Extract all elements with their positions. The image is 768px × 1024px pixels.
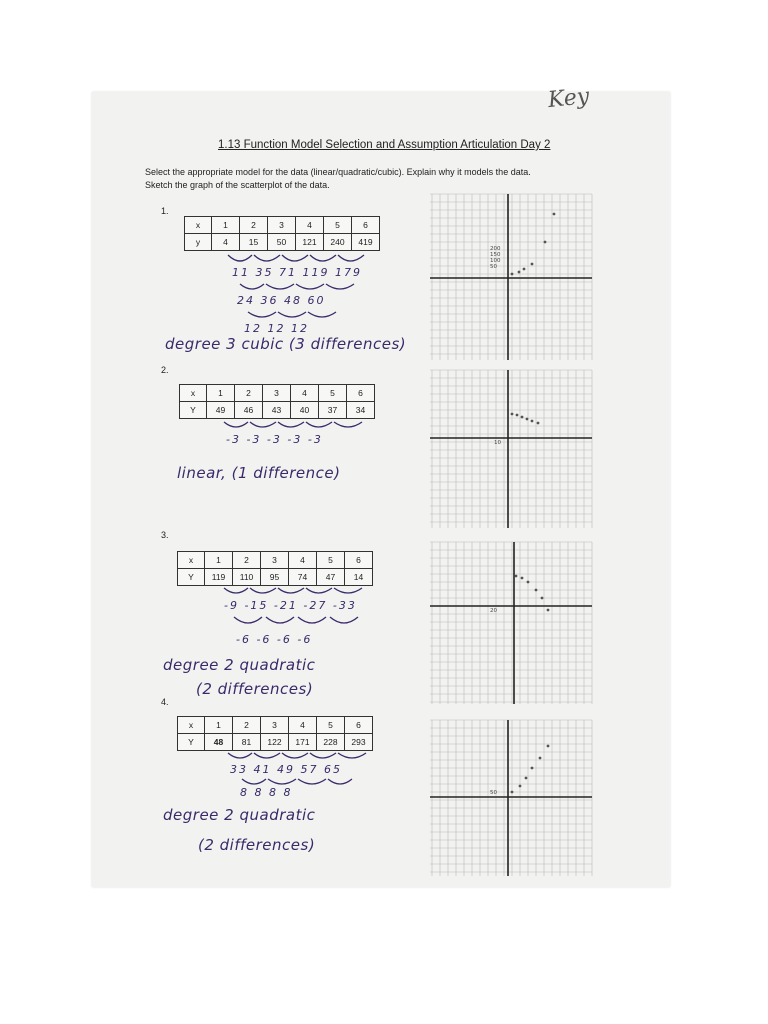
scatter-point [531,420,534,423]
scatter-point [541,597,544,600]
key-handwriting: Key [546,83,591,114]
problem-3-first-differences: -9 -15 -21 -27 -33 [224,599,357,612]
problem-3-graph [428,540,594,706]
scatter-point [521,416,524,419]
y-cell: 171 [289,734,317,751]
scatter-point [521,577,524,580]
problem-4-answer-line-1: degree 2 quadratic [163,806,316,824]
x-cell: 1 [205,552,233,569]
y-cell: 240 [324,234,352,251]
problem-2-number: 2. [161,365,169,375]
scatter-point [547,609,550,612]
graph-scale-label: 150 [490,252,501,258]
problem-1-number: 1. [161,206,169,216]
problem-2-graph [428,368,594,530]
problem-3-table [177,551,373,586]
x-cell: 3 [268,217,296,234]
x-cell: 4 [289,717,317,734]
y-cell: 119 [205,569,233,586]
scatter-point [547,745,550,748]
x-label: x [178,717,205,734]
problem-4-number: 4. [161,697,169,707]
graph-scale-label: 20 [490,608,497,614]
scatter-point [511,273,514,276]
x-cell: 4 [296,217,324,234]
x-cell: 5 [317,717,345,734]
problem-2-table [179,384,375,419]
scatter-point [525,777,528,780]
problem-4-graph [428,718,594,878]
scatter-point [511,791,514,794]
problem-1-first-differences: 11 35 71 119 179 [232,266,362,279]
table-row-y [178,569,373,586]
y-cell: 40 [291,402,319,419]
y-label: Y [180,402,207,419]
x-cell: 2 [233,717,261,734]
problem-1-graph [428,192,594,362]
y-cell: 47 [317,569,345,586]
y-cell: 43 [263,402,291,419]
scatter-point [531,263,534,266]
y-cell: 74 [289,569,317,586]
problem-1-third-differences: 12 12 12 [244,322,309,335]
y-label: Y [178,734,205,751]
y-cell: 34 [347,402,375,419]
problem-2-first-differences: -3 -3 -3 -3 -3 [226,433,323,446]
x-cell: 1 [205,717,233,734]
table-row-x [178,552,373,569]
x-cell: 2 [233,552,261,569]
x-label: x [185,217,212,234]
y-cell: 121 [296,234,324,251]
table-row-y [178,734,373,751]
problem-1-answer: degree 3 cubic (3 differences) [165,335,407,353]
problem-4-second-differences: 8 8 8 8 [240,786,293,799]
y-cell: 228 [317,734,345,751]
y-cell: 419 [352,234,380,251]
graph-scale-label: 200 [490,246,501,252]
y-label: y [185,234,212,251]
scatter-point [527,581,530,584]
scatter-point [537,422,540,425]
y-cell: 14 [345,569,373,586]
table-row-x [180,385,375,402]
x-cell: 4 [289,552,317,569]
x-cell: 6 [352,217,380,234]
difference-arcs [232,615,382,631]
scatter-point [544,241,547,244]
problem-3-answer-line-2: (2 differences) [196,680,314,698]
x-cell: 5 [319,385,347,402]
x-cell: 5 [317,552,345,569]
graph-scale-label: 100 [490,258,501,264]
scatter-point [519,785,522,788]
scatter-point [523,268,526,271]
scatter-point [526,418,529,421]
x-cell: 1 [212,217,240,234]
graph-scale-label: 10 [494,440,501,446]
problem-3-second-differences: -6 -6 -6 -6 [236,633,313,646]
x-label: x [180,385,207,402]
x-cell: 3 [261,552,289,569]
problem-3-answer-line-1: degree 2 quadratic [163,656,316,674]
x-cell: 2 [240,217,268,234]
x-cell: 5 [324,217,352,234]
scatter-point [515,575,518,578]
x-cell: 6 [345,717,373,734]
x-cell: 2 [235,385,263,402]
y-cell: 50 [268,234,296,251]
y-cell: 293 [345,734,373,751]
scatter-point [516,414,519,417]
scatter-point [535,589,538,592]
x-cell: 6 [347,385,375,402]
x-cell: 1 [207,385,235,402]
y-label: Y [178,569,205,586]
scatter-point [539,757,542,760]
table-row-x [178,717,373,734]
worksheet-title: 1.13 Function Model Selection and Assumption Articulation Day 2 [218,139,551,151]
scatter-point [531,767,534,770]
y-cell: 122 [261,734,289,751]
instructions [145,166,615,192]
problem-4-answer-line-2: (2 differences) [198,836,316,854]
problem-4-table [177,716,373,751]
scatter-point [518,271,521,274]
y-cell: 81 [233,734,261,751]
graph-scale-label: 50 [490,790,497,796]
problem-3-number: 3. [161,530,169,540]
table-row-y [180,402,375,419]
instructions-line-1: Select the appropriate model for the data (linear/quadratic/cubic). Explain why it models the data. [145,167,531,177]
problem-1-second-differences: 24 36 48 60 [237,294,326,307]
x-cell: 4 [291,385,319,402]
y-cell: 4 [212,234,240,251]
x-cell: 6 [345,552,373,569]
x-cell: 3 [263,385,291,402]
problem-2-answer: linear, (1 difference) [177,464,341,482]
y-cell: 37 [319,402,347,419]
problem-1-table [184,216,380,251]
y-cell: 15 [240,234,268,251]
y-cell: 95 [261,569,289,586]
x-cell: 3 [261,717,289,734]
graph-scale-label: 50 [490,264,497,270]
problem-4-first-differences: 33 41 49 57 65 [230,763,342,776]
table-row-y [185,234,380,251]
y-cell: 49 [207,402,235,419]
instructions-line-2: Sketch the graph of the scatterplot of the data. [145,180,330,190]
y-cell: 110 [233,569,261,586]
y-cell: 46 [235,402,263,419]
table-row-x [185,217,380,234]
scatter-point [553,213,556,216]
scatter-point [511,413,514,416]
x-label: x [178,552,205,569]
y-cell: 48 [205,734,233,751]
